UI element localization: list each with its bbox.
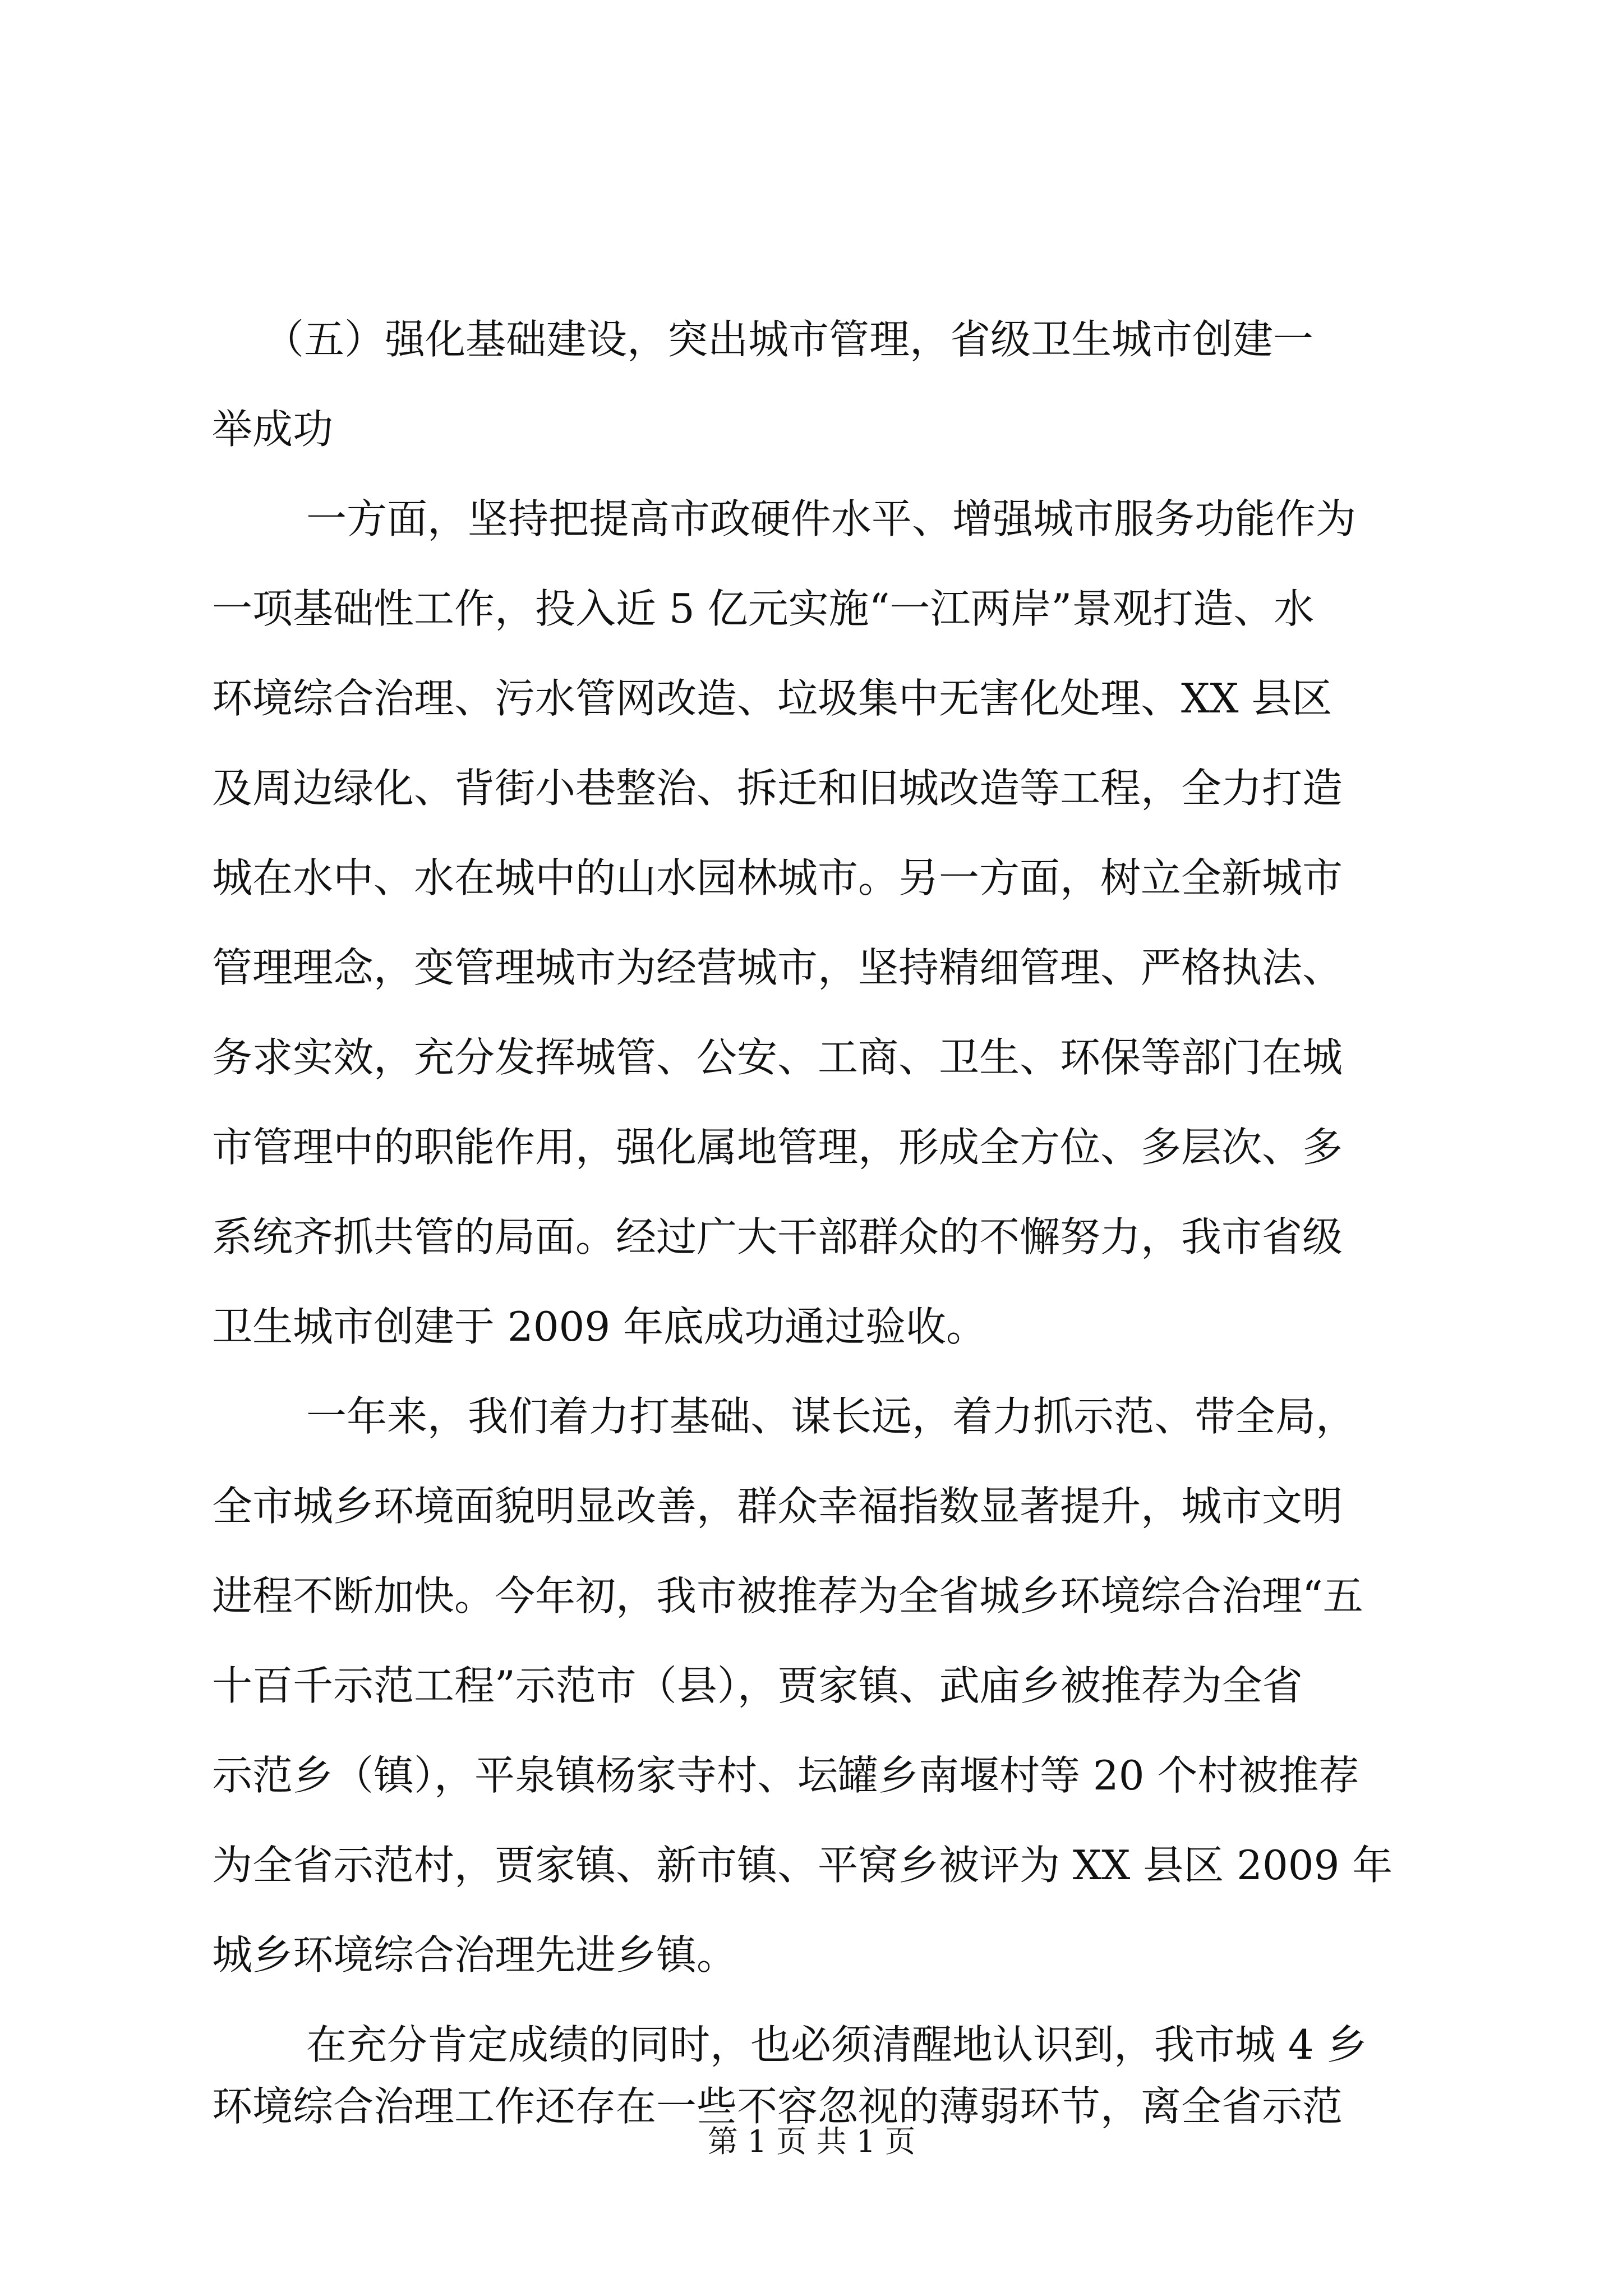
paragraph-line: 一年来，我们着力打基础、谋长远，着力抓示范、带全局， [306,1393,1357,1440]
paragraph-line: 举成功 [212,406,334,453]
paragraph-line: 一项基础性工作，投入近 5 亿元实施“一江两岸”景观打造、水 [212,585,1315,632]
paragraph-line: 一方面，坚持把提高市政硬件水平、增强城市服务功能作为 [306,495,1357,542]
page-number-footer: 第 1 页 共 1 页 [707,2124,916,2159]
paragraph-line: 示范乡（镇），平泉镇杨家寺村、坛罐乡南堰村等 20 个村被推荐 [212,1752,1359,1799]
paragraph-line: 城在水中、水在城中的山水园林城市。另一方面，树立全新城市 [212,854,1343,901]
paragraph-line: 在充分肯定成绩的同时，也必须清醒地认识到，我市城 4 乡 [306,2021,1367,2068]
paragraph-line: 城乡环境综合治理先进乡镇。 [212,1931,737,1978]
paragraph-line: 进程不断加快。今年初，我市被推荐为全省城乡环境综合治理“五 [212,1572,1363,1619]
paragraph-line: （五）强化基础建设，突出城市管理，省级卫生城市创建一 [264,316,1314,363]
paragraph-line: 务求实效，充分发挥城管、公安、工商、卫生、环保等部门在城 [212,1034,1343,1081]
paragraph-line: 全市城乡环境面貌明显改善，群众幸福指数显著提升，城市文明 [212,1483,1343,1530]
paragraph-line: 环境综合治理、污水管网改造、垃圾集中无害化处理、XX 县区 [212,675,1332,722]
paragraph-line: 为全省示范村，贾家镇、新市镇、平窝乡被评为 XX 县区 2009 年 [212,1842,1393,1889]
paragraph-line: 卫生城市创建于 2009 年底成功通过验收。 [212,1303,987,1350]
paragraph-line: 及周边绿化、背街小巷整治、拆迁和旧城改造等工程，全力打造 [212,765,1343,812]
paragraph-line: 市管理中的职能作用，强化属地管理，形成全方位、多层次、多 [212,1124,1343,1171]
paragraph-line: 十百千示范工程”示范市（县），贾家镇、武庙乡被推荐为全省 [212,1662,1303,1709]
paragraph-line: 系统齐抓共管的局面。经过广大干部群众的不懈努力，我市省级 [212,1213,1343,1260]
paragraph-line: 环境综合治理工作还存在一些不容忽视的薄弱环节，离全省示范 [212,2083,1343,2130]
paragraph-line: 管理理念，变管理城市为经营城市，坚持精细管理、严格执法、 [212,944,1343,991]
